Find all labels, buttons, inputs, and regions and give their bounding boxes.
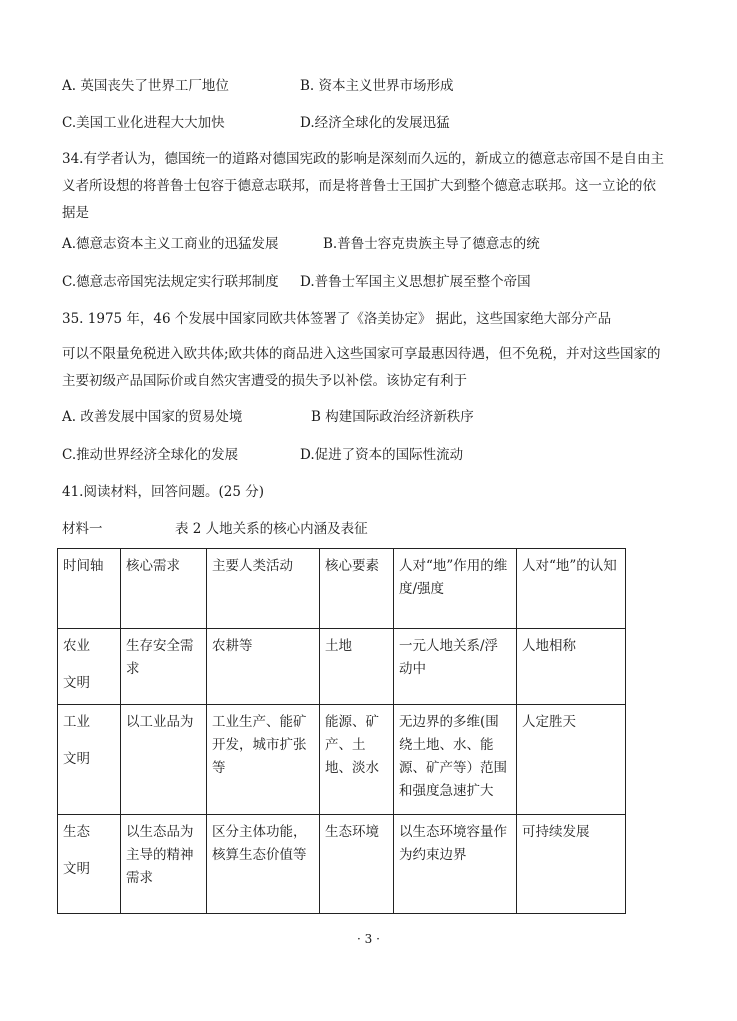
era-label-line2: 文明 bbox=[63, 675, 90, 691]
material-label: 材料一 bbox=[62, 521, 103, 537]
era-label-line2: 文明 bbox=[63, 861, 90, 877]
dimension-cell: 以生态环境容量作为约束边界 bbox=[394, 815, 517, 914]
header-cell: 人对“地”的认知 bbox=[517, 549, 626, 629]
q34-option-d: D.普鲁士军国主义思想扩展至整个帝国 bbox=[300, 274, 531, 290]
q34-option-c: C.德意志帝国宪法规定实行联邦制度 bbox=[62, 274, 279, 290]
era-label-line1: 工业 bbox=[63, 714, 90, 730]
q34-option-b: B.普鲁士容克贵族主导了德意志的统 bbox=[323, 236, 540, 252]
header-cell: 时间轴 bbox=[58, 549, 121, 629]
page-number: · 3 · bbox=[357, 932, 380, 946]
activity-cell: 区分主体功能，核算生态价值等 bbox=[207, 815, 320, 914]
activity-cell: 工业生产、能矿开发，城市扩张等 bbox=[207, 705, 320, 815]
cognition-cell: 人地相称 bbox=[517, 629, 626, 705]
dimension-cell: 无边界的多维(围绕土地、水、能源、矿产等）范围和强度急速扩大 bbox=[394, 705, 517, 815]
element-cell: 土地 bbox=[320, 629, 394, 705]
need-cell: 以工业品为 bbox=[121, 705, 207, 815]
era-label-line1: 农业 bbox=[63, 638, 90, 654]
q35-option-d: D.促进了资本的国际性流动 bbox=[300, 447, 464, 463]
element-cell: 能源、矿产、土地、淡水 bbox=[320, 705, 394, 815]
q35-option-a: A. 改善发展中国家的贸易处境 bbox=[62, 409, 243, 425]
era-label-line1: 生态 bbox=[63, 824, 90, 840]
q35-stem-rest: 可以不限量免税进入欧共体;欧共体的商品进入这些国家可享最惠因待遇，但不免税，并对这些国家的主要初级产品国际价或自然灾害遭受的损失予以补偿。该协定有利于 bbox=[62, 346, 661, 389]
era-cell bbox=[58, 705, 121, 815]
q34-option-a: A.德意志资本主义工商业的迅猛发展 bbox=[62, 236, 279, 252]
cognition-cell: 人定胜天 bbox=[517, 705, 626, 815]
element-cell: 生态环境 bbox=[320, 815, 394, 914]
q33-option-d: D.经济全球化的发展迅猛 bbox=[300, 115, 450, 131]
need-cell: 生存安全需求 bbox=[121, 629, 207, 705]
header-cell: 人对“地”作用的维度/强度 bbox=[394, 549, 517, 629]
table-caption: 表 2 人地关系的核心内涵及表征 bbox=[175, 521, 368, 537]
q41-stem: 41.阅读材料，回答问题。(25 分) bbox=[62, 484, 264, 500]
q35-option-b: B 构建国际政治经济新秩序 bbox=[311, 409, 474, 425]
era-cell bbox=[58, 629, 121, 705]
q34-stem: 34.有学者认为，德国统一的道路对德国宪政的影响是深刻而久远的，新成立的德意志帝国不是自由主义者所设想的将普鲁士包容于德意志联邦，而是将普鲁士王国扩大到整个德意志联邦。这一立论的依据是 bbox=[62, 151, 664, 221]
table-row bbox=[58, 629, 626, 705]
q35-option-c: C.推动世界经济全球化的发展 bbox=[62, 447, 239, 463]
table-row bbox=[58, 815, 626, 914]
header-cell: 核心要素 bbox=[320, 549, 394, 629]
relationship-table bbox=[57, 548, 626, 914]
header-cell: 核心需求 bbox=[121, 549, 207, 629]
table-row bbox=[58, 705, 626, 815]
era-label-line2: 文明 bbox=[63, 751, 90, 767]
need-cell: 以生态品为主导的精神需求 bbox=[121, 815, 207, 914]
table-header-row bbox=[58, 549, 626, 629]
q35-stem-line1: 35. 1975 年，46 个发展中国家同欧共体签署了《洛美协定》 据此，这些国家绝大部分产品 bbox=[62, 311, 612, 327]
activity-cell: 农耕等 bbox=[207, 629, 320, 705]
q33-option-b: B. 资本主义世界市场形成 bbox=[300, 78, 454, 94]
header-cell: 主要人类活动 bbox=[207, 549, 320, 629]
q33-option-a: A. 英国丧失了世界工厂地位 bbox=[62, 78, 229, 94]
era-cell bbox=[58, 815, 121, 914]
cognition-cell: 可持续发展 bbox=[517, 815, 626, 914]
q33-option-c: C.美国工业化进程大大加快 bbox=[62, 115, 225, 131]
dimension-cell: 一元人地关系/浮动中 bbox=[394, 629, 517, 705]
